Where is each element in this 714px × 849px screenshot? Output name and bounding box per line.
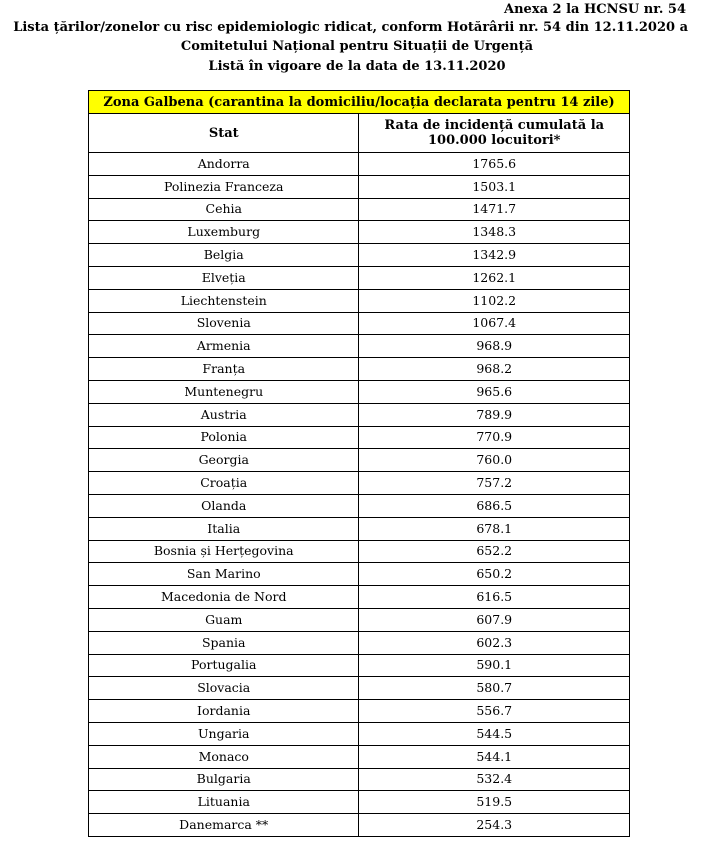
country-cell: Muntenegru	[89, 380, 359, 403]
incidence-rate-cell: 968.2	[359, 358, 630, 381]
country-cell: Croația	[89, 472, 359, 495]
table-row	[89, 403, 630, 426]
table-row	[89, 654, 630, 677]
country-cell: Slovenia	[89, 312, 359, 335]
incidence-rate-cell: 544.1	[359, 745, 630, 768]
country-cell: Olanda	[89, 494, 359, 517]
incidence-rate-cell: 254.3	[359, 814, 630, 837]
country-cell: Italia	[89, 517, 359, 540]
column-header-incidence-rate: Rata de incidență cumulată la 100.000 locuitori*	[359, 114, 630, 153]
table-row	[89, 563, 630, 586]
table-row	[89, 472, 630, 495]
country-cell: Georgia	[89, 449, 359, 472]
incidence-rate-cell: 544.5	[359, 722, 630, 745]
country-cell: Macedonia de Nord	[89, 586, 359, 609]
country-cell: Armenia	[89, 335, 359, 358]
country-cell: Bulgaria	[89, 768, 359, 791]
incidence-rate-cell: 1262.1	[359, 266, 630, 289]
country-cell: San Marino	[89, 563, 359, 586]
incidence-rate-cell: 1067.4	[359, 312, 630, 335]
table-row	[89, 426, 630, 449]
country-cell: Austria	[89, 403, 359, 426]
incidence-rate-cell: 556.7	[359, 700, 630, 723]
table-row	[89, 677, 630, 700]
table-row	[89, 266, 630, 289]
incidence-rate-cell: 789.9	[359, 403, 630, 426]
table-row	[89, 517, 630, 540]
table-row	[89, 358, 630, 381]
country-cell: Franța	[89, 358, 359, 381]
country-cell: Andorra	[89, 153, 359, 176]
country-cell: Spania	[89, 631, 359, 654]
incidence-rate-cell: 580.7	[359, 677, 630, 700]
incidence-rate-cell: 519.5	[359, 791, 630, 814]
table-row	[89, 198, 630, 221]
country-cell: Danemarca **	[89, 814, 359, 837]
incidence-rate-cell: 590.1	[359, 654, 630, 677]
incidence-rate-cell: 770.9	[359, 426, 630, 449]
zone-title: Zona Galbena (carantina la domiciliu/locația declarata pentru 14 zile)	[89, 91, 630, 114]
table-row	[89, 221, 630, 244]
table-row	[89, 631, 630, 654]
risk-zone-table	[88, 90, 630, 837]
table-row	[89, 380, 630, 403]
country-cell: Portugalia	[89, 654, 359, 677]
country-cell: Lituania	[89, 791, 359, 814]
table-row	[89, 289, 630, 312]
incidence-rate-cell: 1503.1	[359, 175, 630, 198]
table-row	[89, 722, 630, 745]
country-cell: Luxemburg	[89, 221, 359, 244]
country-cell: Belgia	[89, 244, 359, 267]
country-cell: Cehia	[89, 198, 359, 221]
document-validity-date: Listă în vigoare de la data de 13.11.2020	[208, 59, 506, 74]
table-row	[89, 791, 630, 814]
country-cell: Ungaria	[89, 722, 359, 745]
country-cell: Slovacia	[89, 677, 359, 700]
incidence-rate-cell: 1342.9	[359, 244, 630, 267]
country-cell: Polonia	[89, 426, 359, 449]
incidence-rate-cell: 757.2	[359, 472, 630, 495]
table-row	[89, 153, 630, 176]
table-row	[89, 449, 630, 472]
table-row	[89, 768, 630, 791]
country-cell: Iordania	[89, 700, 359, 723]
incidence-rate-cell: 1471.7	[359, 198, 630, 221]
table-row	[89, 586, 630, 609]
country-cell: Guam	[89, 608, 359, 631]
country-cell: Liechtenstein	[89, 289, 359, 312]
table-row	[89, 814, 630, 837]
incidence-rate-cell: 1348.3	[359, 221, 630, 244]
incidence-rate-cell: 678.1	[359, 517, 630, 540]
table-row	[89, 312, 630, 335]
table-row	[89, 335, 630, 358]
table-row	[89, 244, 630, 267]
table-row	[89, 175, 630, 198]
incidence-rate-cell: 650.2	[359, 563, 630, 586]
table-row	[89, 494, 630, 517]
table-row	[89, 540, 630, 563]
table-row	[89, 608, 630, 631]
column-header-country: Stat	[89, 114, 359, 153]
incidence-rate-cell: 616.5	[359, 586, 630, 609]
incidence-rate-cell: 968.9	[359, 335, 630, 358]
country-cell: Elveția	[89, 266, 359, 289]
incidence-rate-cell: 602.3	[359, 631, 630, 654]
country-cell: Monaco	[89, 745, 359, 768]
incidence-rate-cell: 1102.2	[359, 289, 630, 312]
document-title-line-2: Comitetului Național pentru Situații de Urgență	[180, 39, 534, 54]
incidence-rate-cell: 607.9	[359, 608, 630, 631]
incidence-rate-cell: 1765.6	[359, 153, 630, 176]
country-cell: Polinezia Franceza	[89, 175, 359, 198]
incidence-rate-cell: 760.0	[359, 449, 630, 472]
country-cell: Bosnia și Herțegovina	[89, 540, 359, 563]
incidence-rate-cell: 965.6	[359, 380, 630, 403]
table-row	[89, 700, 630, 723]
document-title-line-1: Lista țărilor/zonelor cu risc epidemiologic ridicat, conform Hotărârii nr. 54 din 12.11.2020 a	[13, 20, 688, 35]
incidence-rate-cell: 686.5	[359, 494, 630, 517]
table-row	[89, 745, 630, 768]
incidence-rate-cell: 532.4	[359, 768, 630, 791]
annex-reference: Anexa 2 la HCNSU nr. 54	[504, 2, 686, 17]
incidence-rate-cell: 652.2	[359, 540, 630, 563]
